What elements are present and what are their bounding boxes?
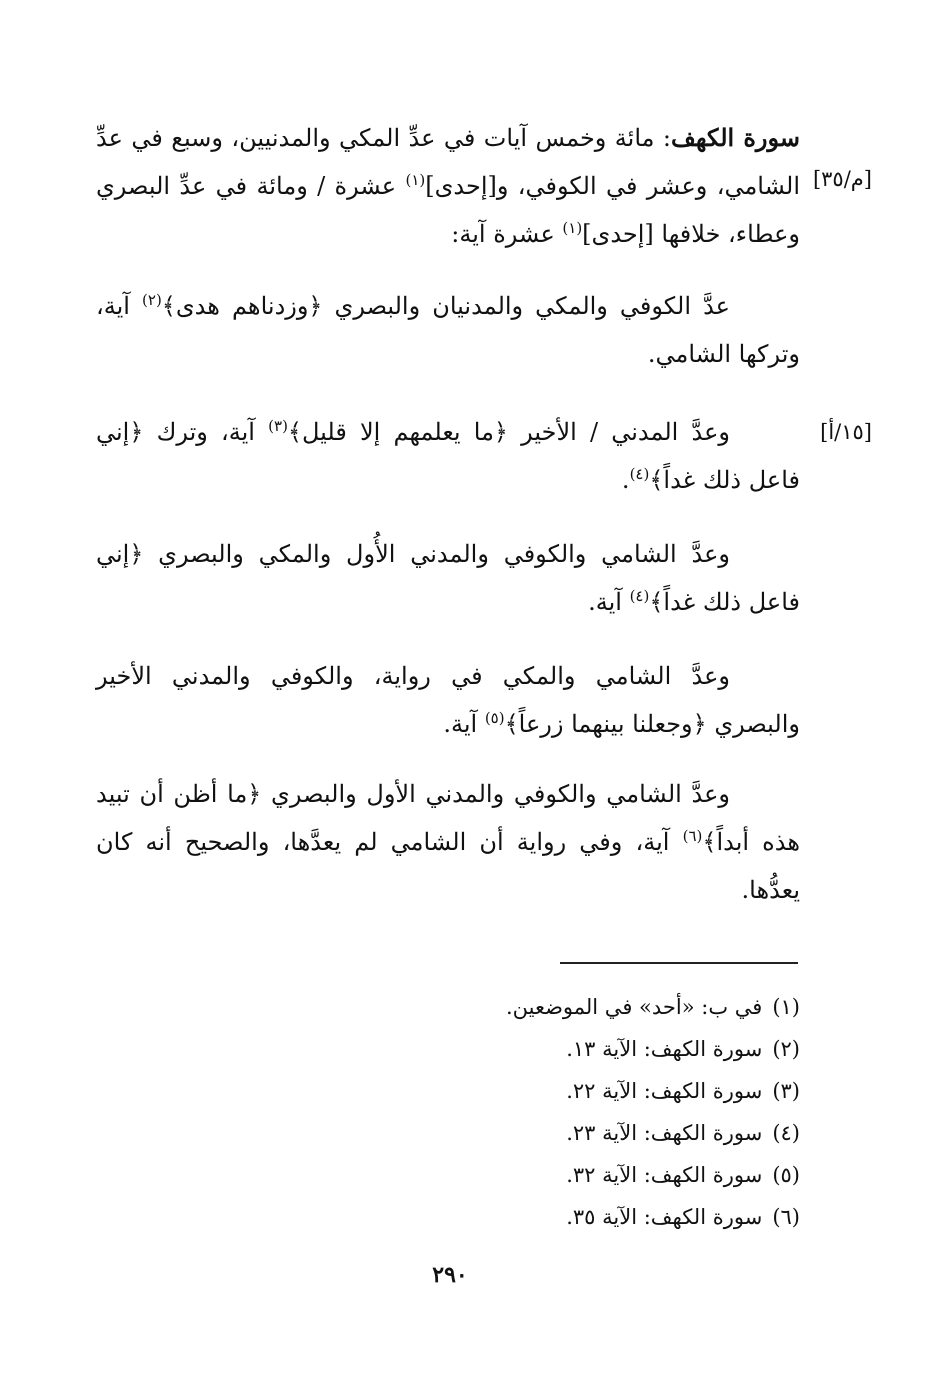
footnote-number: (٢) [772,1037,800,1061]
footnote-number: (٤) [772,1121,800,1145]
paragraph-3-part-a: وعدَّ المدني / الأخير ﴿ما يعلمهم إلا قليل﴾ [287,418,731,446]
footnotes [300,986,800,1238]
footnote-item [300,1070,800,1112]
surah-title: سورة الكهف [671,123,800,152]
paragraph-5-part-b: آية. [443,710,485,738]
paragraph-4-part-a: وعدَّ الشامي والكوفي والمدني الأُول والمكي والبصري ﴿إني فاعل ذلك غداً﴾ [96,540,800,616]
paragraph-1-text [96,114,800,258]
paragraph-5 [96,652,800,748]
footnote-separator [560,962,798,964]
footnote-number: (١) [772,995,800,1019]
paragraph-3-text [96,408,800,504]
footnote-item [300,986,800,1028]
footnote-ref-4b: (٤) [629,587,650,605]
paragraph-5-part-a: وعدَّ الشامي والمكي في رواية، والكوفي والمدني الأخير والبصري ﴿وجعلنا بينهما زرعاً﴾ [96,662,800,738]
paragraph-3 [96,408,800,504]
page-number: ٢٩٠ [432,1262,468,1288]
footnote-ref-1: (١) [405,171,426,189]
footnote-ref-6: (٦) [682,827,703,845]
paragraph-1-part-b: عشرة / ومائة في عدِّ البصري وعطاء، خلافها [إحدى] [96,172,800,248]
paragraph-6 [96,770,800,914]
paragraph-5-text [96,652,800,748]
footnote-text: سورة الكهف: الآية ٣٥. [566,1205,763,1229]
paragraph-1-part-c: عشرة آية: [451,220,563,248]
footnote-text: سورة الكهف: الآية ٢٣. [566,1121,763,1145]
footnote-ref-3: (٣) [268,417,288,435]
paragraph-2-part-b: آية، وتركها الشامي. [96,292,800,368]
paragraph-4 [96,530,800,626]
margin-note-folio-ref: [١٥/أ] [820,420,872,444]
footnote-text: في ب: «أحد» في الموضعين. [505,995,763,1019]
paragraph-6-part-b: آية، وفي رواية أن الشامي لم يعدَّها، والصحيح أنه كان يعدُّها. [96,828,800,904]
footnote-item [300,1028,800,1070]
footnote-text: سورة الكهف: الآية ٢٢. [566,1079,763,1103]
paragraph-6-part-a: وعدَّ الشامي والكوفي والمدني الأول والبصري ﴿ما أظن أن تبيد هذه أبداً﴾ [96,780,801,856]
footnote-item [300,1196,800,1238]
paragraph-1 [96,114,800,258]
paragraph-2 [96,282,800,378]
footnote-text: سورة الكهف: الآية ٣٢. [566,1163,763,1187]
footnote-number: (٦) [772,1205,800,1229]
footnote-number: (٥) [772,1163,800,1187]
paragraph-1-part-a: : مائة وخمس آيات في عدِّ المكي والمدنيين، وسبع في عدِّ الشامي، وعشر في الكوفي، و[إحدى] [96,124,801,200]
paragraph-6-text [96,770,800,914]
paragraph-4-part-b: آية. [588,588,630,616]
footnote-number: (٣) [772,1079,800,1103]
paragraph-3-part-b: آية، وترك ﴿إني فاعل ذلك غداً﴾ [96,418,800,494]
margin-note-manuscript-ref: [م/٣٥] [812,167,872,191]
paragraph-4-text [96,530,800,626]
paragraph-3-part-c: . [621,466,630,494]
footnote-text: سورة الكهف: الآية ١٣. [566,1037,763,1061]
paragraph-2-part-a: عدَّ الكوفي والمكي والمدنيان والبصري ﴿وزدناهم هدى﴾ [161,292,730,320]
footnote-item [300,1112,800,1154]
footnote-ref-1b: (١) [562,219,583,237]
footnote-ref-4: (٤) [629,465,650,483]
footnote-ref-2: (٢) [142,291,162,309]
paragraph-2-text [96,282,800,378]
footnote-ref-5: (٥) [484,709,505,727]
footnote-item [300,1154,800,1196]
